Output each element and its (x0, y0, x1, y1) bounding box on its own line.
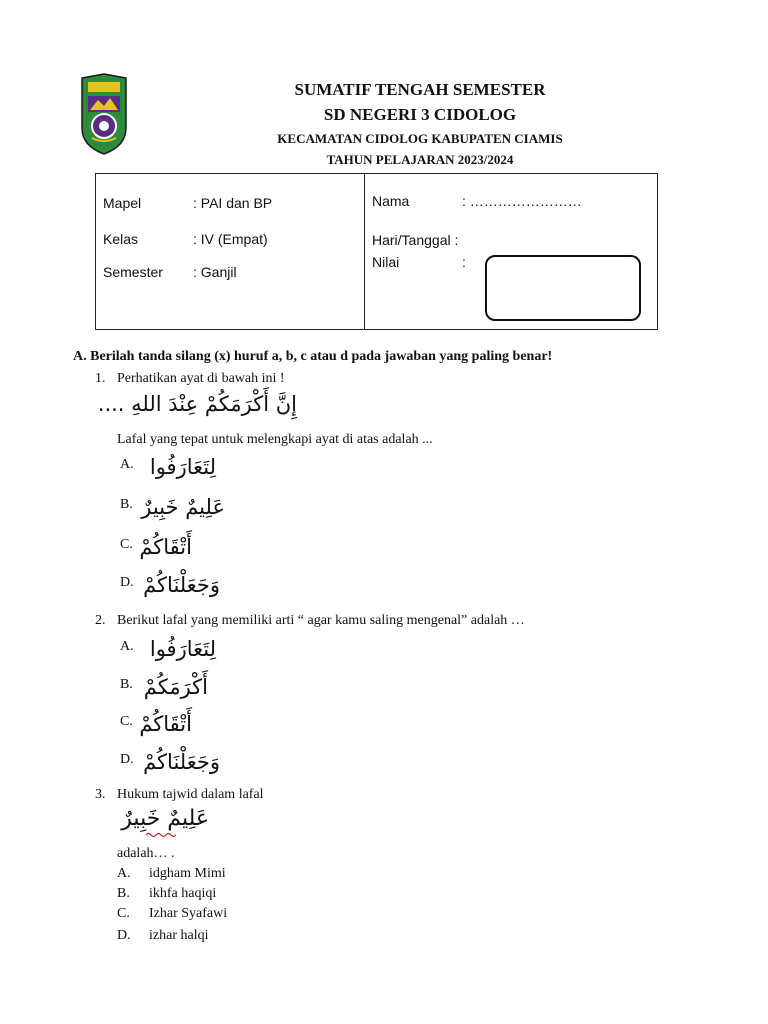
q3-suffix: adalah… . (117, 846, 175, 861)
q2-option-c[interactable]: أَتْقَاكُمْ (139, 712, 192, 736)
q1-option-a[interactable]: لِتَعَارَفُوا (149, 455, 216, 479)
academic-year: TAHUN PELAJARAN 2023/2024 (326, 152, 514, 167)
district-name: KECAMATAN CIDOLOG KABUPATEN CIAMIS (277, 131, 563, 146)
q1-option-d[interactable]: وَجَعَلْنَاكُمْ (143, 573, 220, 597)
q3-option-d[interactable]: izhar halqi (149, 928, 209, 943)
q1-option-d-letter[interactable]: D. (120, 575, 134, 590)
nilai-colon: : (462, 254, 466, 270)
q3-number: 3. (95, 787, 106, 802)
q1-verse: إِنَّ أَكْرَمَكُمْ عِنْدَ اللهِ .... (97, 392, 297, 416)
q1-option-b-letter[interactable]: B. (120, 497, 133, 512)
school-name: SD NEGERI 3 CIDOLOG (323, 105, 517, 124)
q2-option-a[interactable]: لِتَعَارَفُوا (149, 637, 216, 661)
q3-option-b[interactable]: ikhfa haqiqi (149, 886, 217, 901)
hari-tanggal-label: Hari/Tanggal : (372, 232, 459, 248)
q2-text: Berikut lafal yang memiliki arti “ agar kamu saling mengenal” adalah … (117, 613, 525, 628)
q2-option-b-letter[interactable]: B. (120, 677, 133, 692)
q1-option-b[interactable]: عَلِيمٌ خَبِيرٌ (141, 495, 225, 519)
q2-option-c-letter[interactable]: C. (120, 714, 133, 729)
exam-title: SUMATIF TENGAH SEMESTER (294, 80, 546, 99)
q2-option-d[interactable]: وَجَعَلْنَاكُمْ (143, 750, 220, 774)
q3-arabic: عَلِيمٌ خَبِيرٌ (121, 806, 209, 831)
q1-option-a-letter[interactable]: A. (120, 457, 134, 472)
q1-number: 1. (95, 371, 106, 386)
q3-option-c-letter[interactable]: C. (117, 906, 130, 921)
section-a-instruction: A. Berilah tanda silang (x) huruf a, b, c atau d pada jawaban yang paling benar! (73, 349, 553, 364)
q1-option-c[interactable]: أَتْقَاكُمْ (139, 535, 192, 559)
q2-option-d-letter[interactable]: D. (120, 752, 134, 767)
q2-option-a-letter[interactable]: A. (120, 639, 134, 654)
kelas-label: Kelas (103, 231, 139, 247)
q1-prompt: Lafal yang tepat untuk melengkapi ayat di atas adalah ... (117, 432, 433, 447)
semester-value: : Ganjil (193, 264, 237, 280)
mapel-value: : PAI dan BP (193, 195, 273, 211)
school-logo (78, 72, 130, 156)
spellcheck-underline (146, 832, 176, 838)
q3-option-b-letter[interactable]: B. (117, 886, 130, 901)
identity-divider (364, 173, 365, 330)
q3-text: Hukum tajwid dalam lafal (117, 787, 264, 802)
q1-text: Perhatikan ayat di bawah ini ! (117, 371, 285, 386)
q3-option-a[interactable]: idgham Mimi (149, 866, 226, 881)
kelas-value: : IV (Empat) (193, 231, 268, 247)
mapel-label: Mapel (103, 195, 142, 211)
nilai-score-box[interactable] (485, 255, 641, 321)
nama-field[interactable]: : …………………… (462, 193, 582, 209)
q2-option-b[interactable]: أَكْرَمَكُمْ (143, 675, 208, 699)
q2-number: 2. (95, 613, 106, 628)
q3-option-d-letter[interactable]: D. (117, 928, 131, 943)
nama-label: Nama (372, 193, 410, 209)
q3-option-c[interactable]: Izhar Syafawi (149, 906, 228, 921)
q1-option-c-letter[interactable]: C. (120, 537, 133, 552)
nilai-label: Nilai (372, 254, 400, 270)
semester-label: Semester (103, 264, 163, 280)
q3-option-a-letter[interactable]: A. (117, 866, 131, 881)
